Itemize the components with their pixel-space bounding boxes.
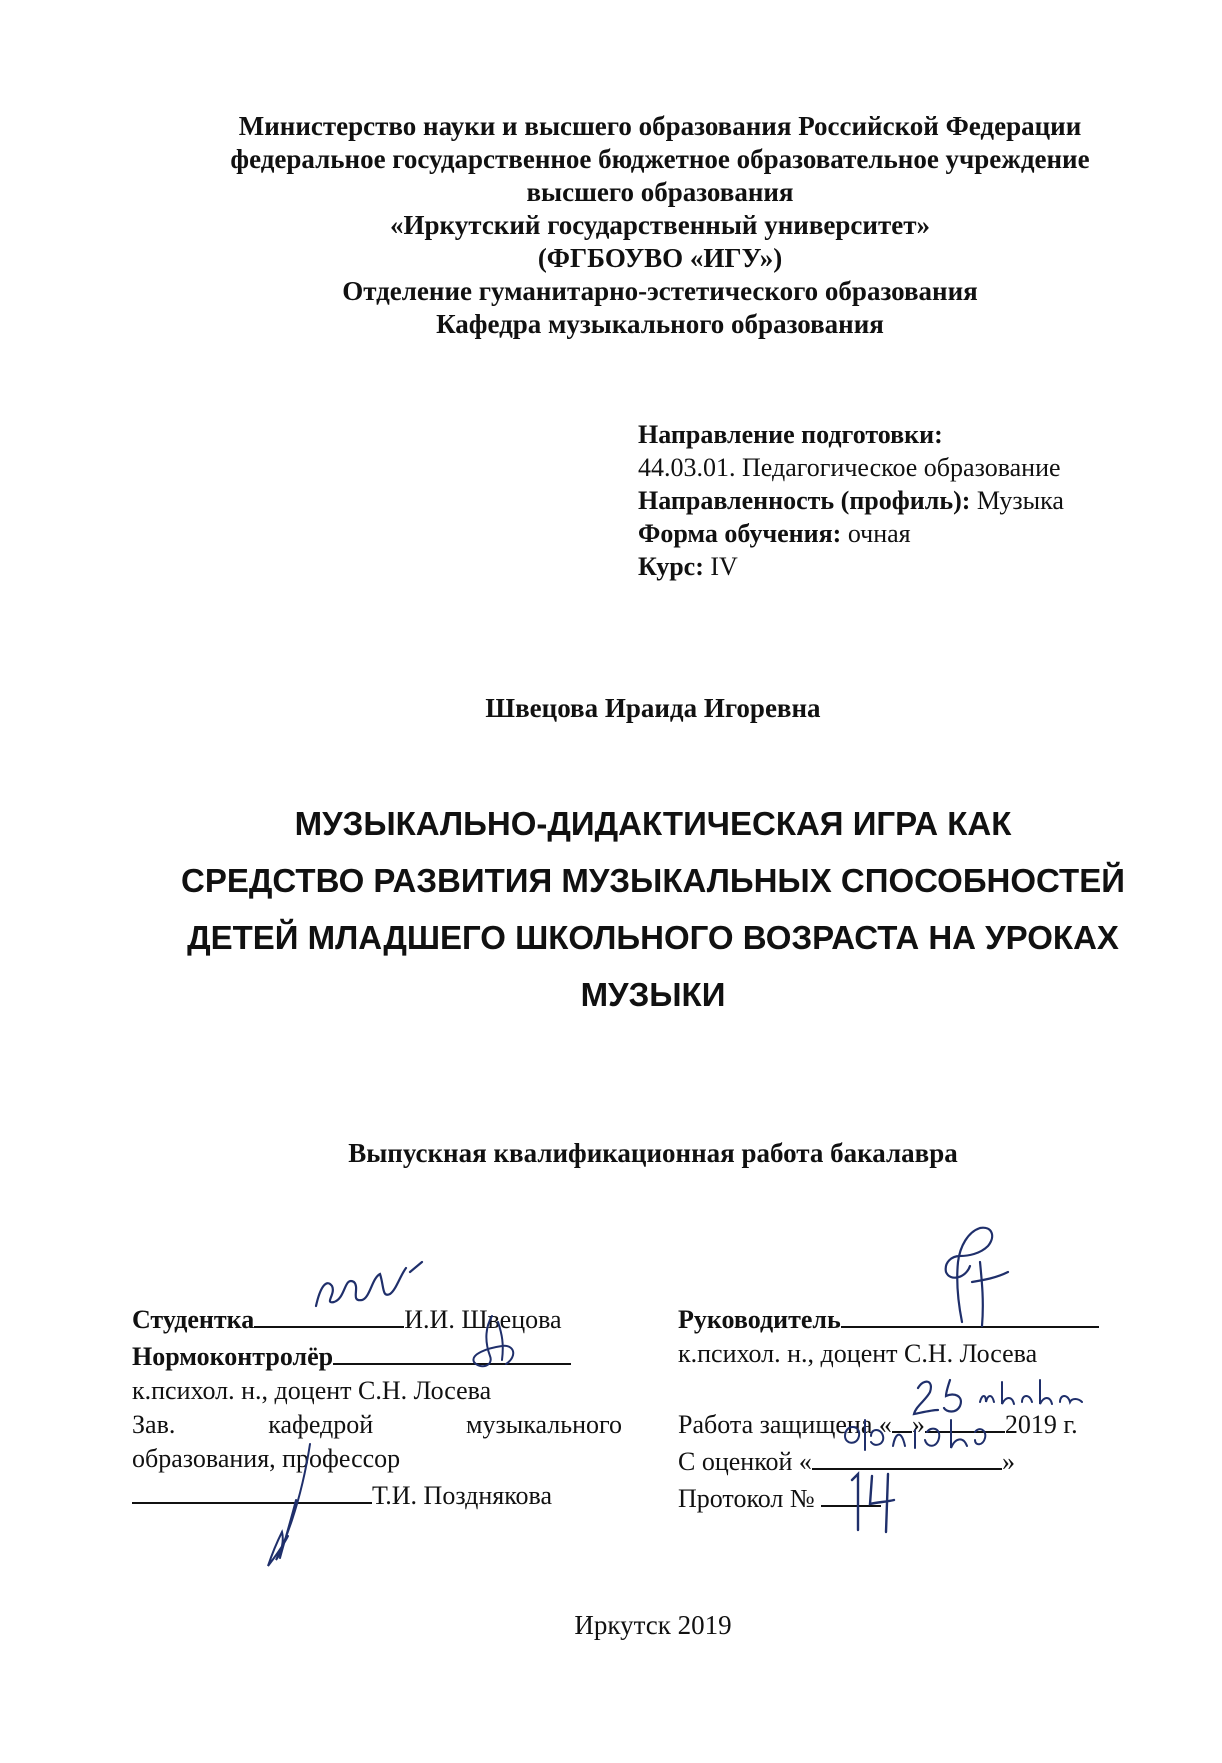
title-line: МУЗЫКАЛЬНО-ДИДАКТИЧЕСКАЯ ИГРА КАК: [294, 805, 1012, 842]
title-line: МУЗЫКИ: [580, 976, 726, 1013]
normcontrol-person: к.психол. н., доцент С.Н. Лосева: [132, 1376, 492, 1405]
city-year: Иркутск 2019: [574, 1610, 732, 1640]
student-signature-line: [254, 1300, 404, 1328]
head-title-word: музыкального: [466, 1410, 622, 1439]
signatures-right: [678, 1300, 1198, 1516]
student-name: И.И. Швецова: [404, 1305, 562, 1334]
head-title-word: Зав.: [132, 1410, 176, 1439]
header-line: высшего образования: [526, 177, 794, 207]
supervisor-person: к.психол. н., доцент С.Н. Лосева: [678, 1339, 1038, 1368]
protocol-text: Протокол №: [678, 1484, 815, 1513]
head-row: [132, 1476, 622, 1513]
course-value: IV: [710, 552, 738, 581]
title-line: ДЕТЕЙ МЛАДШЕГО ШКОЛЬНОГО ВОЗРАСТА НА УРОКАХ: [187, 919, 1119, 956]
head-signature-line: [132, 1476, 372, 1504]
grade-row: [678, 1442, 1198, 1479]
protocol-row: [678, 1479, 1198, 1516]
form-value: очная: [847, 519, 911, 548]
header-line: федеральное государственное бюджетное образовательное учреждение: [230, 144, 1090, 174]
head-name: Т.И. Позднякова: [372, 1481, 553, 1510]
form-label: Форма обучения:: [638, 519, 842, 548]
work-type: Выпускная квалификационная работа бакалавра: [348, 1138, 958, 1168]
course-label: Курс:: [638, 552, 704, 581]
course-row: [638, 550, 1064, 583]
student-row: [132, 1300, 622, 1337]
defended-mid: »: [911, 1410, 925, 1439]
spacer: [678, 1371, 1198, 1405]
normcontrol-signature-line: [333, 1337, 571, 1365]
head-title-row-2: образования, профессор: [132, 1444, 401, 1473]
header-line: Министерство науки и высшего образования Российской Федерации: [238, 111, 1082, 141]
defended-text: Работа защищена «: [678, 1410, 892, 1439]
defended-year: 2019 г.: [1004, 1410, 1078, 1439]
title-line: СРЕДСТВО РАЗВИТИЯ МУЗЫКАЛЬНЫХ СПОСОБНОСТЕЙ: [181, 862, 1125, 899]
header-line: Отделение гуманитарно-эстетического образования: [342, 276, 978, 306]
profile-label: Направленность (профиль):: [638, 486, 971, 515]
normcontrol-row: [132, 1337, 622, 1374]
supervisor-label: Руководитель: [678, 1305, 841, 1334]
program-info: [638, 418, 1064, 583]
grade-text: С оценкой «: [678, 1447, 812, 1476]
thesis-title: [100, 795, 1206, 1023]
direction-value: 44.03.01. Педагогическое образование: [638, 453, 1061, 482]
grade-line: [812, 1442, 1002, 1470]
head-title-row: [132, 1408, 622, 1442]
protocol-line: [821, 1479, 881, 1507]
supervisor-signature-line: [841, 1300, 1099, 1328]
header-line: Кафедра музыкального образования: [436, 309, 884, 339]
signatures-left: [132, 1300, 622, 1513]
defended-row: [678, 1405, 1198, 1442]
normcontrol-label: Нормоконтролёр: [132, 1342, 334, 1371]
direction-label: Направление подготовки:: [638, 420, 943, 449]
profile-value: Музыка: [976, 486, 1064, 515]
head-title-word: кафедрой: [268, 1410, 374, 1439]
header-line: «Иркутский государственный университет»: [390, 210, 930, 240]
profile-row: [638, 484, 1064, 517]
grade-end: »: [1001, 1447, 1015, 1476]
header-line: (ФГБОУВО «ИГУ»): [537, 243, 783, 273]
month-line: [925, 1405, 1005, 1433]
institution-header: [60, 110, 1222, 341]
student-label: Студентка: [132, 1305, 255, 1334]
day-line: [892, 1405, 912, 1433]
supervisor-row: [678, 1300, 1198, 1337]
author-name: Швецова Ираида Игоревна: [485, 693, 821, 723]
form-row: [638, 517, 1064, 550]
